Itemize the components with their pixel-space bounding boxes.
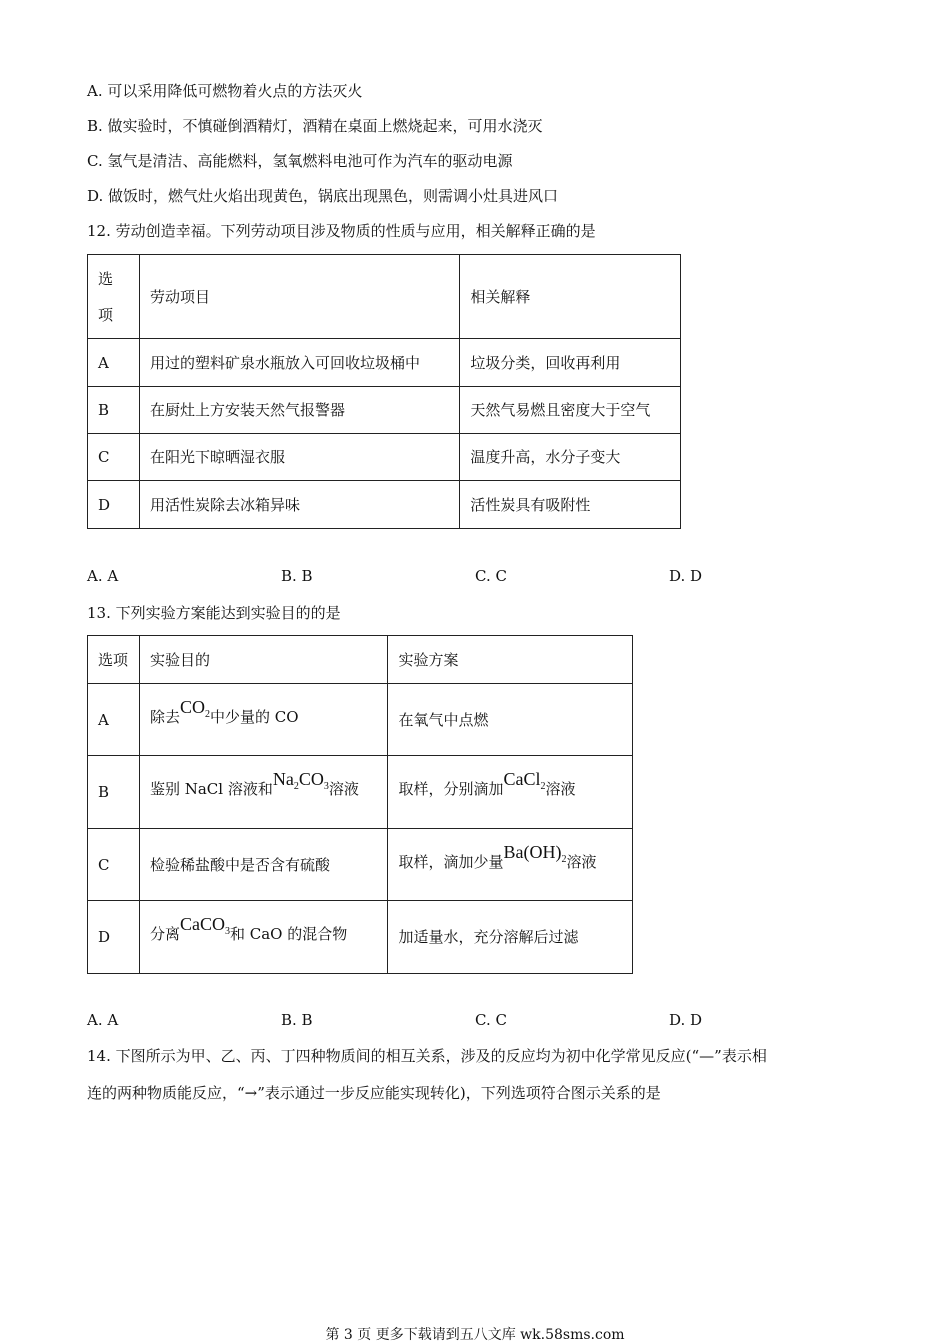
row-explanation: 温度升高，水分子变大 [460,434,681,481]
row-option: A [88,684,140,756]
page-footer: 第 3 页 更多下载请到五八文库 wk.58sms.com [325,1327,625,1343]
q14-question-line1: 14. 下图所示为甲、乙、丙、丁四种物质间的相互关系，涉及的反应均为初中化学常见反应(“—”表示相 [87,1047,767,1065]
q14-question-line2: 连的两种物质能反应，“→”表示通过一步反应能实现转化)，下列选项符合图示关系的是 [87,1084,661,1102]
q13-choices [87,1011,887,1031]
row-item: 用活性炭除去冰箱异味 [139,481,459,529]
row-explanation: 活性炭具有吸附性 [460,481,681,529]
q13-question: 13. 下列实验方案能达到实验目的的是 [87,604,341,622]
header-explanation: 相关解释 [460,255,681,339]
row-option: D [88,901,140,974]
table-row [88,339,681,387]
header-option-char2: 项 [98,305,114,324]
formula-baoh2: $Ba(OH)_2$ [503,841,567,865]
q13-table [87,635,633,974]
formula-na2co3: $Na_2CO_3$ [272,769,329,792]
q12-question: 12. 劳动创造幸福。下列劳动项目涉及物质的性质与应用，相关解释正确的是 [87,222,596,240]
q11-option-b: B. 做实验时，不慎碰倒酒精灯，酒精在桌面上燃烧起来，可用水浇灭 [87,117,543,135]
table-row [88,756,633,829]
row-option: B [88,387,140,434]
row-option: C [88,434,140,481]
q12-table [87,254,681,529]
row-item: 用过的塑料矿泉水瓶放入可回收垃圾桶中 [139,339,459,387]
row-plan: 取样，分别滴加CaCl$_2$溶液 [388,756,633,829]
choice-c[interactable]: C. C [475,567,507,585]
table-row [88,387,681,434]
header-option-char1: 选 [98,269,114,288]
table-header-row [88,255,681,339]
header-labor-item: 劳动项目 [139,255,459,339]
formula-co2: $CO_2$ [179,696,210,720]
q12-choices [87,567,887,587]
formula-caco3: CaCO$_3$ [179,914,230,937]
choice-d[interactable]: D. D [669,567,703,585]
row-option: A [88,339,140,387]
row-option: B [88,756,140,829]
row-plan: 加适量水，充分溶解后过滤 [388,901,633,974]
choice-b[interactable]: B. B [281,1011,313,1029]
formula-cacl2: CaCl$_2$ [503,769,546,792]
q11-option-d: D. 做饭时，燃气灶火焰出现黄色，锅底出现黑色，则需调小灶具进风口 [87,187,559,205]
table-header-row [88,636,633,684]
choice-b[interactable]: B. B [281,567,313,585]
row-goal: 分离CaCO$_3$和 CaO 的混合物 [139,901,388,974]
table-row [88,829,633,901]
row-item: 在阳光下晾晒湿衣服 [139,434,459,481]
choice-c[interactable]: C. C [475,1011,507,1029]
choice-a[interactable]: A. A [87,1011,119,1029]
row-plan: 取样，滴加少量$Ba(OH)_2$溶液 [388,829,633,901]
header-plan: 实验方案 [388,636,633,684]
table-row [88,901,633,974]
header-goal: 实验目的 [139,636,388,684]
table-row [88,434,681,481]
row-explanation: 垃圾分类，回收再利用 [460,339,681,387]
row-goal: 检验稀盐酸中是否含有硫酸 [139,829,388,901]
q11-option-a: A. 可以采用降低可燃物着火点的方法灭火 [87,82,363,100]
row-explanation: 天然气易燃且密度大于空气 [460,387,681,434]
table-row [88,481,681,529]
row-option: D [88,481,140,529]
header-option: 选项 [88,636,140,684]
table-row [88,684,633,756]
q11-option-c: C. 氢气是清洁、高能燃料，氢氧燃料电池可作为汽车的驱动电源 [87,152,513,170]
row-option: C [88,829,140,901]
row-item: 在厨灶上方安装天然气报警器 [139,387,459,434]
row-goal: 除去$CO_2$中少量的 CO [139,684,388,756]
choice-d[interactable]: D. D [669,1011,703,1029]
row-plan: 在氧气中点燃 [388,684,633,756]
row-goal: 鉴别 NaCl 溶液和$Na_2CO_3$溶液 [139,756,388,829]
choice-a[interactable]: A. A [87,567,119,585]
